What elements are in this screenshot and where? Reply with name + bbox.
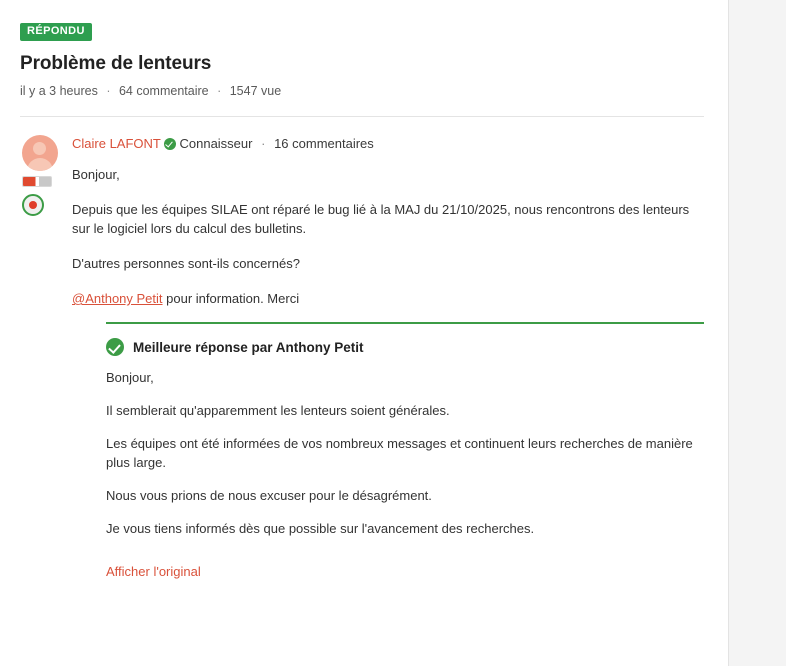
- status-badge: RÉPONDU: [20, 23, 92, 41]
- post-paragraph-3: D'autres personnes sont-ils concernés?: [72, 256, 300, 271]
- avatar-body-shape: [27, 158, 53, 171]
- answer-paragraph-2: Il semblerait qu'apparemment les lenteurs soient générales.: [106, 403, 450, 418]
- right-gutter: [728, 0, 786, 666]
- meta-separator-2: ·: [217, 84, 222, 98]
- avatar[interactable]: [22, 135, 58, 171]
- rank-bar-icon: [22, 176, 52, 187]
- best-answer-block: [106, 322, 704, 579]
- best-answer-title: Meilleure réponse par Anthony Petit: [133, 339, 364, 355]
- best-answer-header: [106, 338, 704, 356]
- rank-medal-icon: [22, 194, 44, 216]
- meta-separator-1: ·: [106, 84, 111, 98]
- header-divider: [20, 116, 704, 117]
- verified-badge-icon: [164, 138, 176, 150]
- author-sidebar: [20, 135, 64, 579]
- mention-link[interactable]: @Anthony Petit: [72, 291, 163, 306]
- page-title: Problème de lenteurs: [20, 53, 212, 74]
- answer-paragraph-1: Bonjour,: [106, 370, 154, 385]
- meta-comment-count: 64 commentaire: [118, 84, 209, 98]
- meta-time: il y a 3 heures: [20, 84, 98, 98]
- mention-tail-text: pour information. Merci: [162, 291, 300, 306]
- author-name-link[interactable]: Claire LAFONT: [72, 136, 161, 151]
- author-rank: Connaisseur: [179, 136, 253, 151]
- post-body: [64, 135, 704, 579]
- author-line: [72, 135, 704, 153]
- show-original-link[interactable]: Afficher l'original: [106, 564, 201, 579]
- answer-paragraph-4: Nous vous prions de nous excuser pour le désagrément.: [106, 488, 432, 503]
- post-paragraph-1: Bonjour,: [72, 167, 120, 182]
- best-answer-text: [106, 368, 704, 538]
- post-root: [20, 135, 704, 579]
- answer-paragraph-3: Les équipes ont été informées de vos nombreux messages et continuent leurs recherches de manière plus large.: [106, 436, 693, 470]
- thread-meta: [20, 84, 704, 98]
- meta-view-count: 1547 vue: [229, 84, 282, 98]
- best-answer-divider: [106, 322, 704, 324]
- author-separator: ·: [261, 136, 266, 151]
- post-text: [72, 165, 704, 308]
- avatar-head-shape: [33, 142, 46, 155]
- answer-paragraph-5: Je vous tiens informés dès que possible sur l'avancement des recherches.: [106, 521, 535, 536]
- author-comment-count: 16 commentaires: [274, 136, 374, 151]
- check-circle-icon: [106, 338, 124, 356]
- post-mention-line: [72, 289, 704, 308]
- post-paragraph-2: Depuis que les équipes SILAE ont réparé le bug lié à la MAJ du 21/10/2025, nous rencontrons des lenteurs sur le logiciel lors du calcul des bulletins.: [72, 202, 690, 236]
